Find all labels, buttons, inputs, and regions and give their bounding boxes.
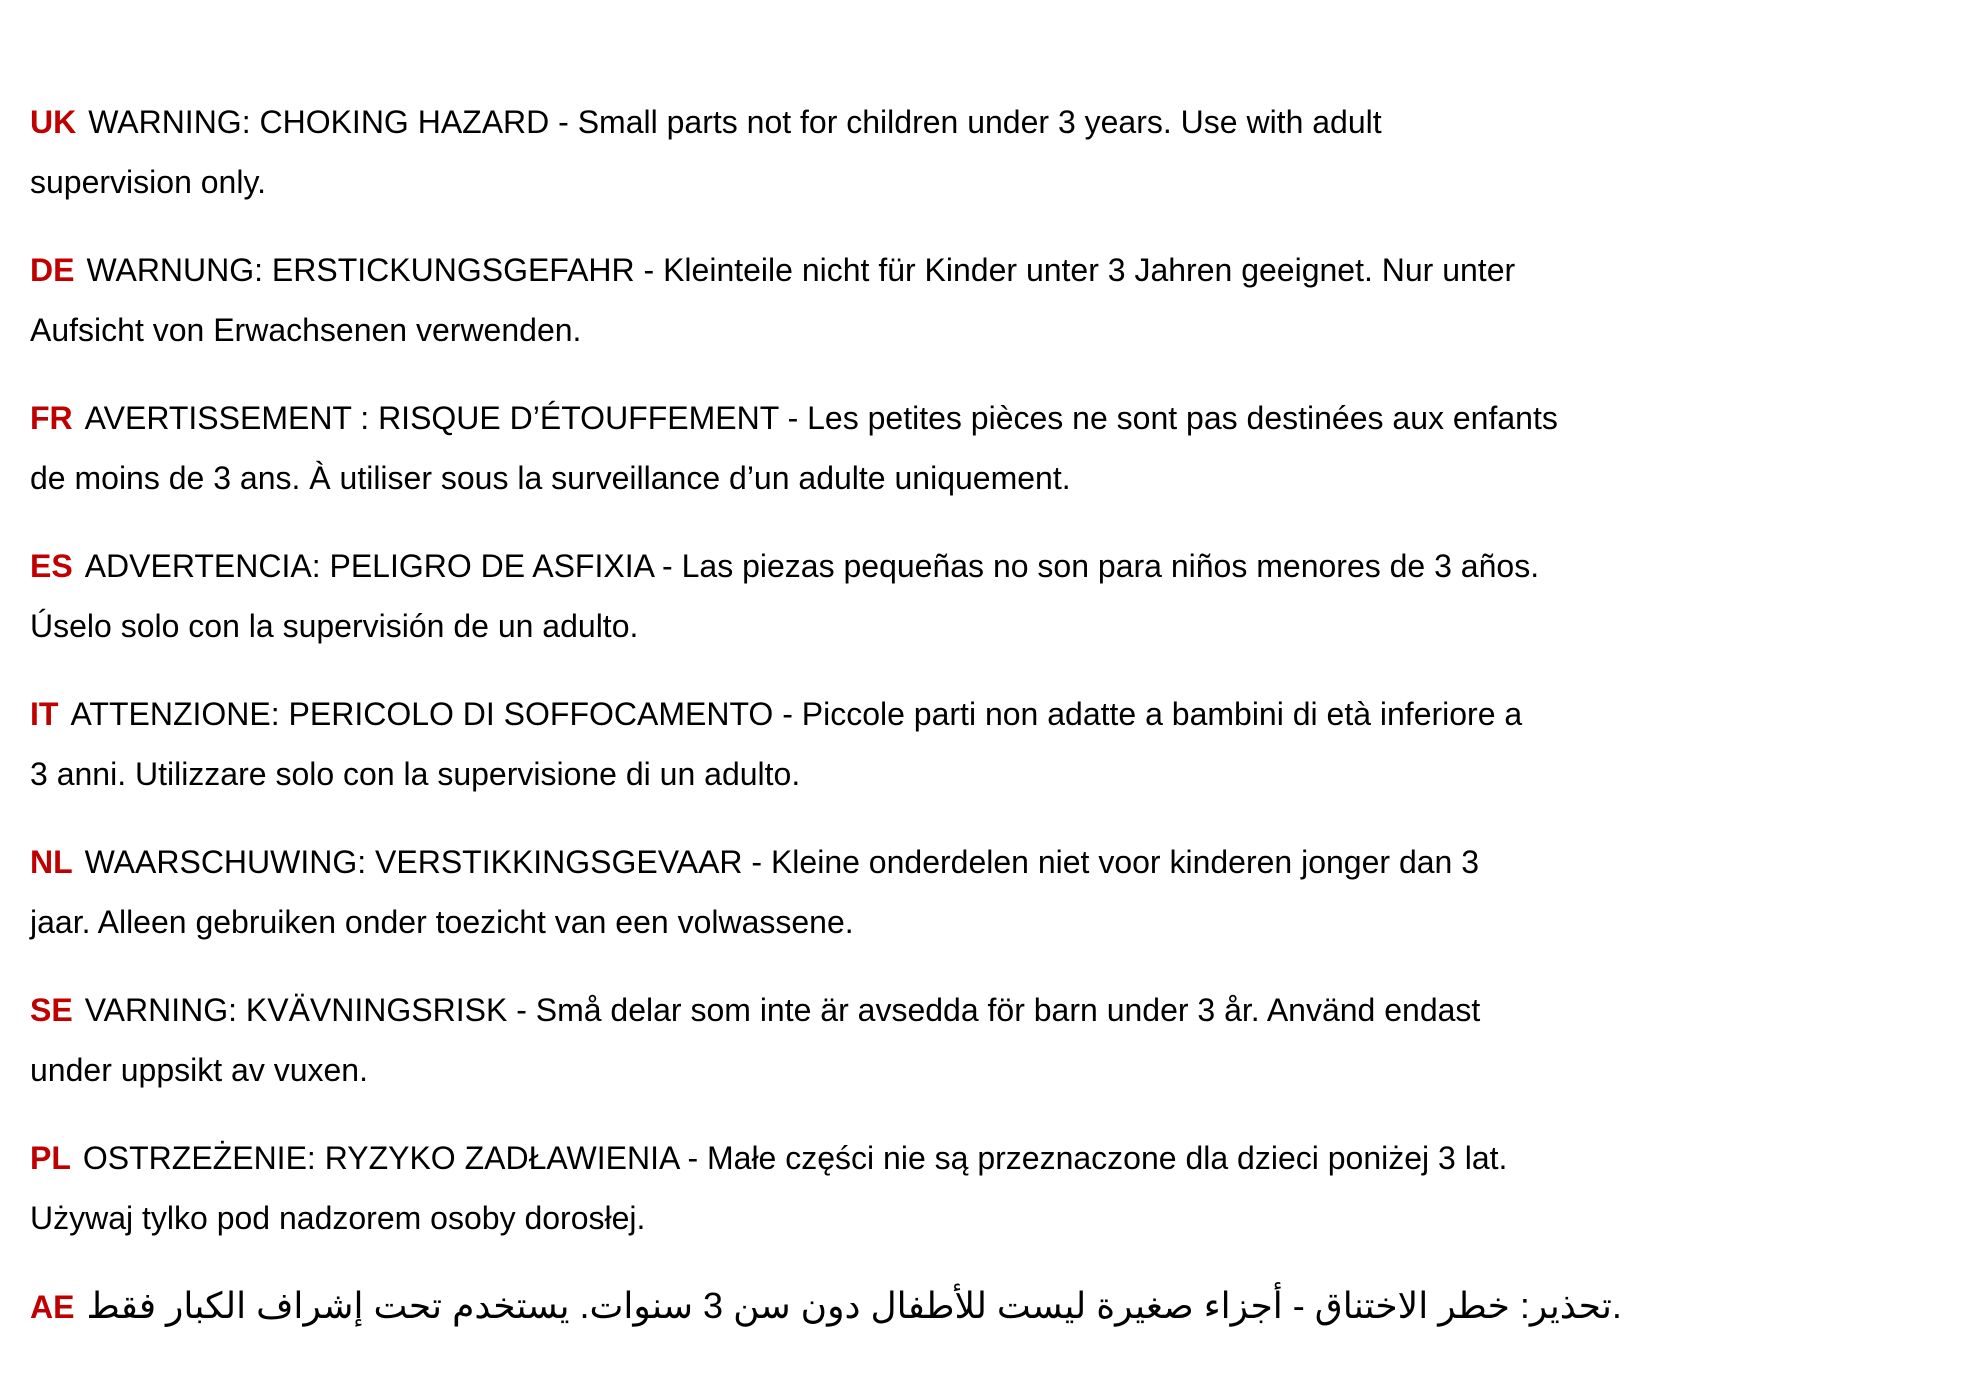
warning-line-2: 3 anni. Utilizzare solo con la supervisione di un adulto. — [30, 756, 801, 792]
warning-paragraph-fr — [30, 388, 1939, 508]
lang-code-se: SE — [30, 992, 73, 1028]
warning-paragraph-de — [30, 240, 1939, 360]
lang-code-fr: FR — [30, 400, 73, 436]
lang-code-pl: PL — [30, 1140, 71, 1176]
warning-line-2: Úselo solo con la supervisión de un adulto. — [30, 608, 639, 644]
warning-line-1: ATTENZIONE: PERICOLO DI SOFFOCAMENTO - Piccole parti non adatte a bambini di età inferiore a — [70, 696, 1523, 732]
warning-line-2: Używaj tylko pod nadzorem osoby dorosłej. — [30, 1200, 646, 1236]
warning-line-1: ADVERTENCIA: PELIGRO DE ASFIXIA - Las piezas pequeñas no son para niños menores de 3 años. — [84, 548, 1540, 584]
warning-line-2: under uppsikt av vuxen. — [30, 1052, 368, 1088]
warning-line-2: de moins de 3 ans. À utiliser sous la surveillance d’un adulte uniquement. — [30, 460, 1071, 496]
warning-line-1: AVERTISSEMENT : RISQUE D’ÉTOUFFEMENT - Les petites pièces ne sont pas destinées aux enfants — [84, 400, 1558, 436]
lang-code-nl: NL — [30, 844, 73, 880]
warning-line-1: OSTRZEŻENIE: RYZYKO ZADŁAWIENIA - Małe części nie są przeznaczone dla dzieci poniżej 3 lat. — [82, 1140, 1508, 1176]
warning-paragraph-pl — [30, 1128, 1939, 1248]
warning-line-2: supervision only. — [30, 164, 266, 200]
warning-paragraph-it — [30, 684, 1939, 804]
warning-paragraph-nl — [30, 832, 1939, 952]
warning-line-1: WARNING: CHOKING HAZARD - Small parts not for children under 3 years. Use with adult — [88, 104, 1382, 140]
lang-code-es: ES — [30, 548, 73, 584]
lang-code-ae: AE — [30, 1289, 75, 1325]
lang-code-it: IT — [30, 696, 59, 732]
warning-line-2: Aufsicht von Erwachsenen verwenden. — [30, 312, 582, 348]
lang-code-uk: UK — [30, 104, 77, 140]
warning-line-1: VARNING: KVÄVNINGSRISK - Små delar som inte är avsedda för barn under 3 år. Använd endast — [84, 992, 1481, 1028]
warning-paragraph-ae — [30, 1276, 1939, 1337]
warning-paragraph-se — [30, 980, 1939, 1100]
lang-code-de: DE — [30, 252, 75, 288]
warning-paragraph-uk — [30, 92, 1939, 212]
warning-line-arabic: تحذير: خطر الاختناق - أجزاء صغيرة ليست للأطفال دون سن 3 سنوات. يستخدم تحت إشراف الكبار فقط. — [86, 1285, 1622, 1326]
warning-line-1: WARNUNG: ERSTICKUNGSGEFAHR - Kleinteile nicht für Kinder unter 3 Jahren geeignet. Nur unter — [86, 252, 1516, 288]
warning-line-2: jaar. Alleen gebruiken onder toezicht van een volwassene. — [30, 904, 854, 940]
warning-line-1: WAARSCHUWING: VERSTIKKINGSGEVAAR - Kleine onderdelen niet voor kinderen jonger dan 3 — [84, 844, 1480, 880]
warning-paragraph-es — [30, 536, 1939, 656]
